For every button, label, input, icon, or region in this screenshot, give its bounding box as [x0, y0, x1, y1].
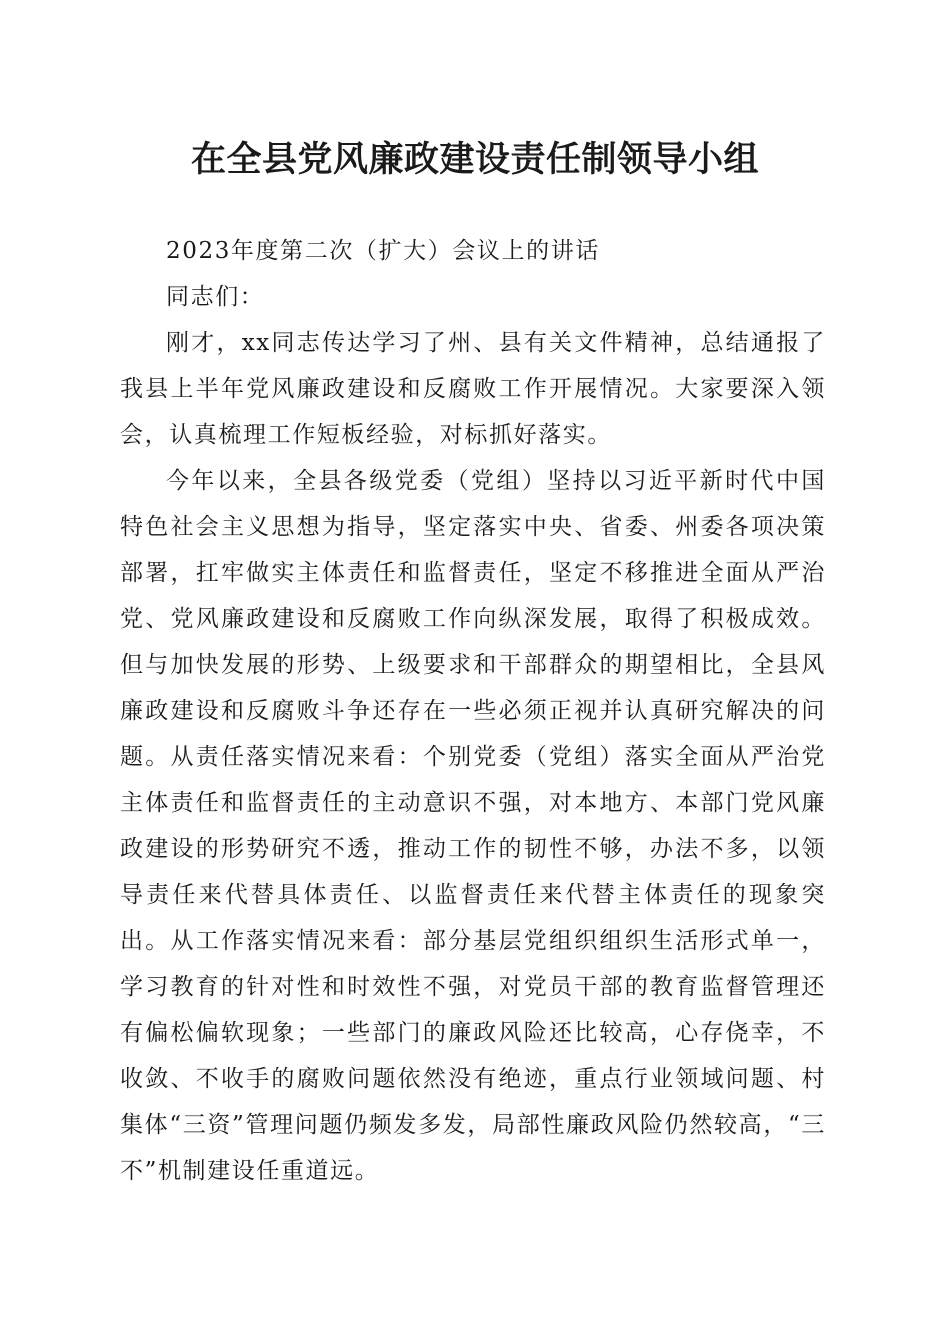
document-body — [120, 228, 826, 1194]
salutation: 同志们： — [166, 284, 265, 310]
paragraph-1: 刚才，xx同志传达学习了州、县有关文件精神，总结通报了我县上半年党风廉政建设和反腐败工作开展情况。大家要深入领会，认真梳理工作短板经验，对标抓好落实。 — [120, 330, 826, 448]
paragraph-2: 今年以来，全县各级党委（党组）坚持以习近平新时代中国特色社会主义思想为指导，坚定落实中央、省委、州委各项决策部署，扛牢做实主体责任和监督责任，坚定不移推进全面从严治党、党风廉政建设和反腐败工作向纵深发展，取得了积极成效。但与加快发展的形势、上级要求和干部群众的期望相比，全县风廉政建设和反腐败斗争还存在一些必须正视并认真研究解决的问题。从责任落实情况来看：个别党委（党组）落实全面从严治党主体责任和监督责任的主动意识不强，对本地方、本部门党风廉政建设的形势研究不透，推动工作的韧性不够，办法不多，以领导责任来代替具体责任、以监督责任来代替主体责任的现象突出。从工作落实情况来看：部分基层党组织组织生活形式单一，学习教育的针对性和时效性不强，对党员干部的教育监督管理还有偏松偏软现象；一些部门的廉政风险还比较高，心存侥幸，不收敛、不收手的腐败问题依然没有绝迹，重点行业领域问题、村集体“三资”管理问题仍频发多发，局部性廉政风险仍然较高，“三不”机制建设任重道远。 — [120, 468, 826, 1184]
subtitle-line: 2023年度第二次（扩大）会议上的讲话 — [166, 238, 600, 264]
document-title: 在全县党风廉政建设责任制领导小组 — [190, 139, 759, 180]
